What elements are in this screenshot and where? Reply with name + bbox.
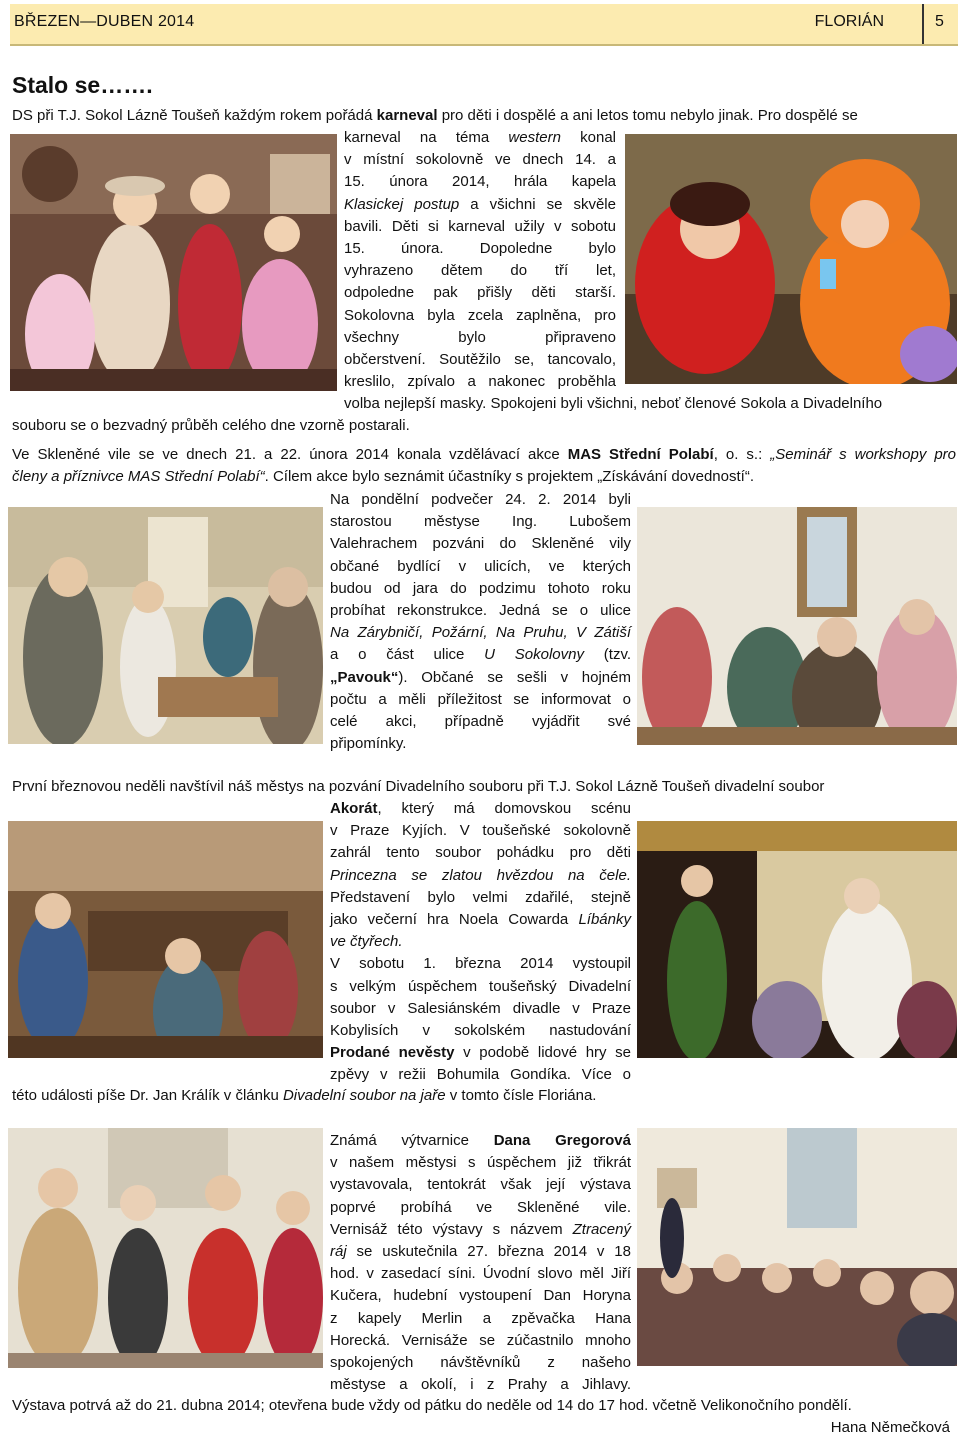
meeting-photo-left <box>8 507 323 744</box>
carnival-closing-line-2: souboru se o bezvadný průběh celého dne vzorně postarali. <box>12 417 410 434</box>
header-divider <box>922 4 924 44</box>
carnival-photo-costumes <box>625 134 957 384</box>
meeting-photo-right <box>637 507 957 745</box>
article-author: Hana Němečková <box>830 1419 950 1436</box>
carnival-body-column: karneval na téma western konal v místní sokolovně ve dnech 14. a 15. února 2014, hrála kapela Klasickej postup a všichni se skvěle bavili. Děti si karneval užily v sobotu 15. února. Dopoledne bylo vyhrazeno dětem do tří let, odpoledne pak přišly děti starší. Sokolovna byla zcela zaplněna, pro všechny bylo připraveno občerstvení. Soutěžilo se, tancovalo, kreslilo, zpívalo a nakonec proběhla <box>344 129 616 391</box>
exhibition-closing-line: Výstava potrvá až do 21. dubna 2014; otevřena bude vždy od pátku do neděle od 14 do 17 hod. včetně Velikonočního pondělí. <box>12 1397 852 1414</box>
section-title: Stalo se……. <box>12 72 153 98</box>
carnival-closing-line-1: volba nejlepší masky. Spokojeni byli všichni, neboť členové Sokola a Divadelního <box>344 395 883 412</box>
theatre-photo-stage <box>637 821 957 1058</box>
issue-date: BŘEZEN—DUBEN 2014 <box>14 13 195 30</box>
magazine-name: FLORIÁN <box>814 13 884 30</box>
exhibition-photo-audience <box>637 1128 957 1366</box>
carnival-intro-line: DS při T.J. Sokol Lázně Toušeň každým rokem pořádá karneval pro děti i dospělé a ani letos tomu nebylo jinak. Pro dospělé se <box>12 107 858 124</box>
theatre-photo-audience <box>8 821 323 1058</box>
exhibition-photo-artists <box>8 1128 323 1368</box>
meeting-paragraph: Na pondělní podvečer 24. 2. 2014 byli starostou městyse Ing. Lubošem Valehrachem pozváni do Skleněné vily občané bydlící v ulicích, ve kterých budou od jara do podzimu tohoto roku probíhat rekonstrukce. Jedná se o ulice Na Zárybničí, Požární, Na Pruhu, V Zátiší a o část ulice U Sokolovny (tzv. „Pavouk“). Občané se sešli v hojném počtu a měli příležitost se informovat o celé akci, případně vyjádřit své připomínky. <box>330 491 631 753</box>
theatre-paragraph: Akorát, který má domovskou scénu v Praze Kyjích. V toušeňské sokolovně zahrál tento soubor pohádku pro děti Princezna se zlatou hvězdou na čele. Představení bylo velmi zdařilé, stejně jako večerní hra Noela Cowarda Líbánky ve čtyřech. V sobotu 1. března 2014 vystoupil s velkým úspěchem toušeňský Divadelní soubor v Salesiánském divadle v Praze Kobylisích v sokolském nastudování Prodané nevěsty v podobě lidové hry se zpěvy v režii Bohumila Gondíka. Více o <box>330 800 631 1084</box>
carnival-photo-children <box>10 134 337 391</box>
seminar-paragraph: Ve Skleněné vile se ve dnech 21. a 22. února 2014 konala vzdělávací akce MAS Střední Polabí, o. s.: „Seminář s workshopy pro členy a příznivce MAS Střední Polabí“. Cílem akce bylo seznámit účastníky s projektem „Získávání dovedností“. <box>12 446 956 486</box>
page-number: 5 <box>935 13 944 30</box>
theatre-closing-line: této události píše Dr. Jan Králík v článku Divadelní soubor na jaře v tomto čísle Floriána. <box>12 1087 597 1104</box>
page-header <box>10 4 958 46</box>
theatre-intro-line: První březnovou neděli navštívil náš městys na pozvání Divadelního souboru při T.J. Sokol Lázně Toušeň divadelní soubor <box>12 778 825 795</box>
exhibition-paragraph: Známá výtvarnice Dana Gregorová v našem městysi s úspěchem již třikrát vystavovala, tentokrát však její výstava poprvé probíhá ve Skleněné vile. Vernisáž této výstavy s názvem Ztracený ráj se uskutečnila 27. března 2014 v 18 hod. v zasedací síni. Úvodní slovo měl Jiří Kučera, hudební vystoupení Dan Horyna z kapely Merlin a zpěvačka Hana Horecká. Vernisáže se zúčastnilo mnoho spokojených návštěvníků z našeho městyse a okolí, i z Prahy a Jihlavy. <box>330 1132 631 1394</box>
